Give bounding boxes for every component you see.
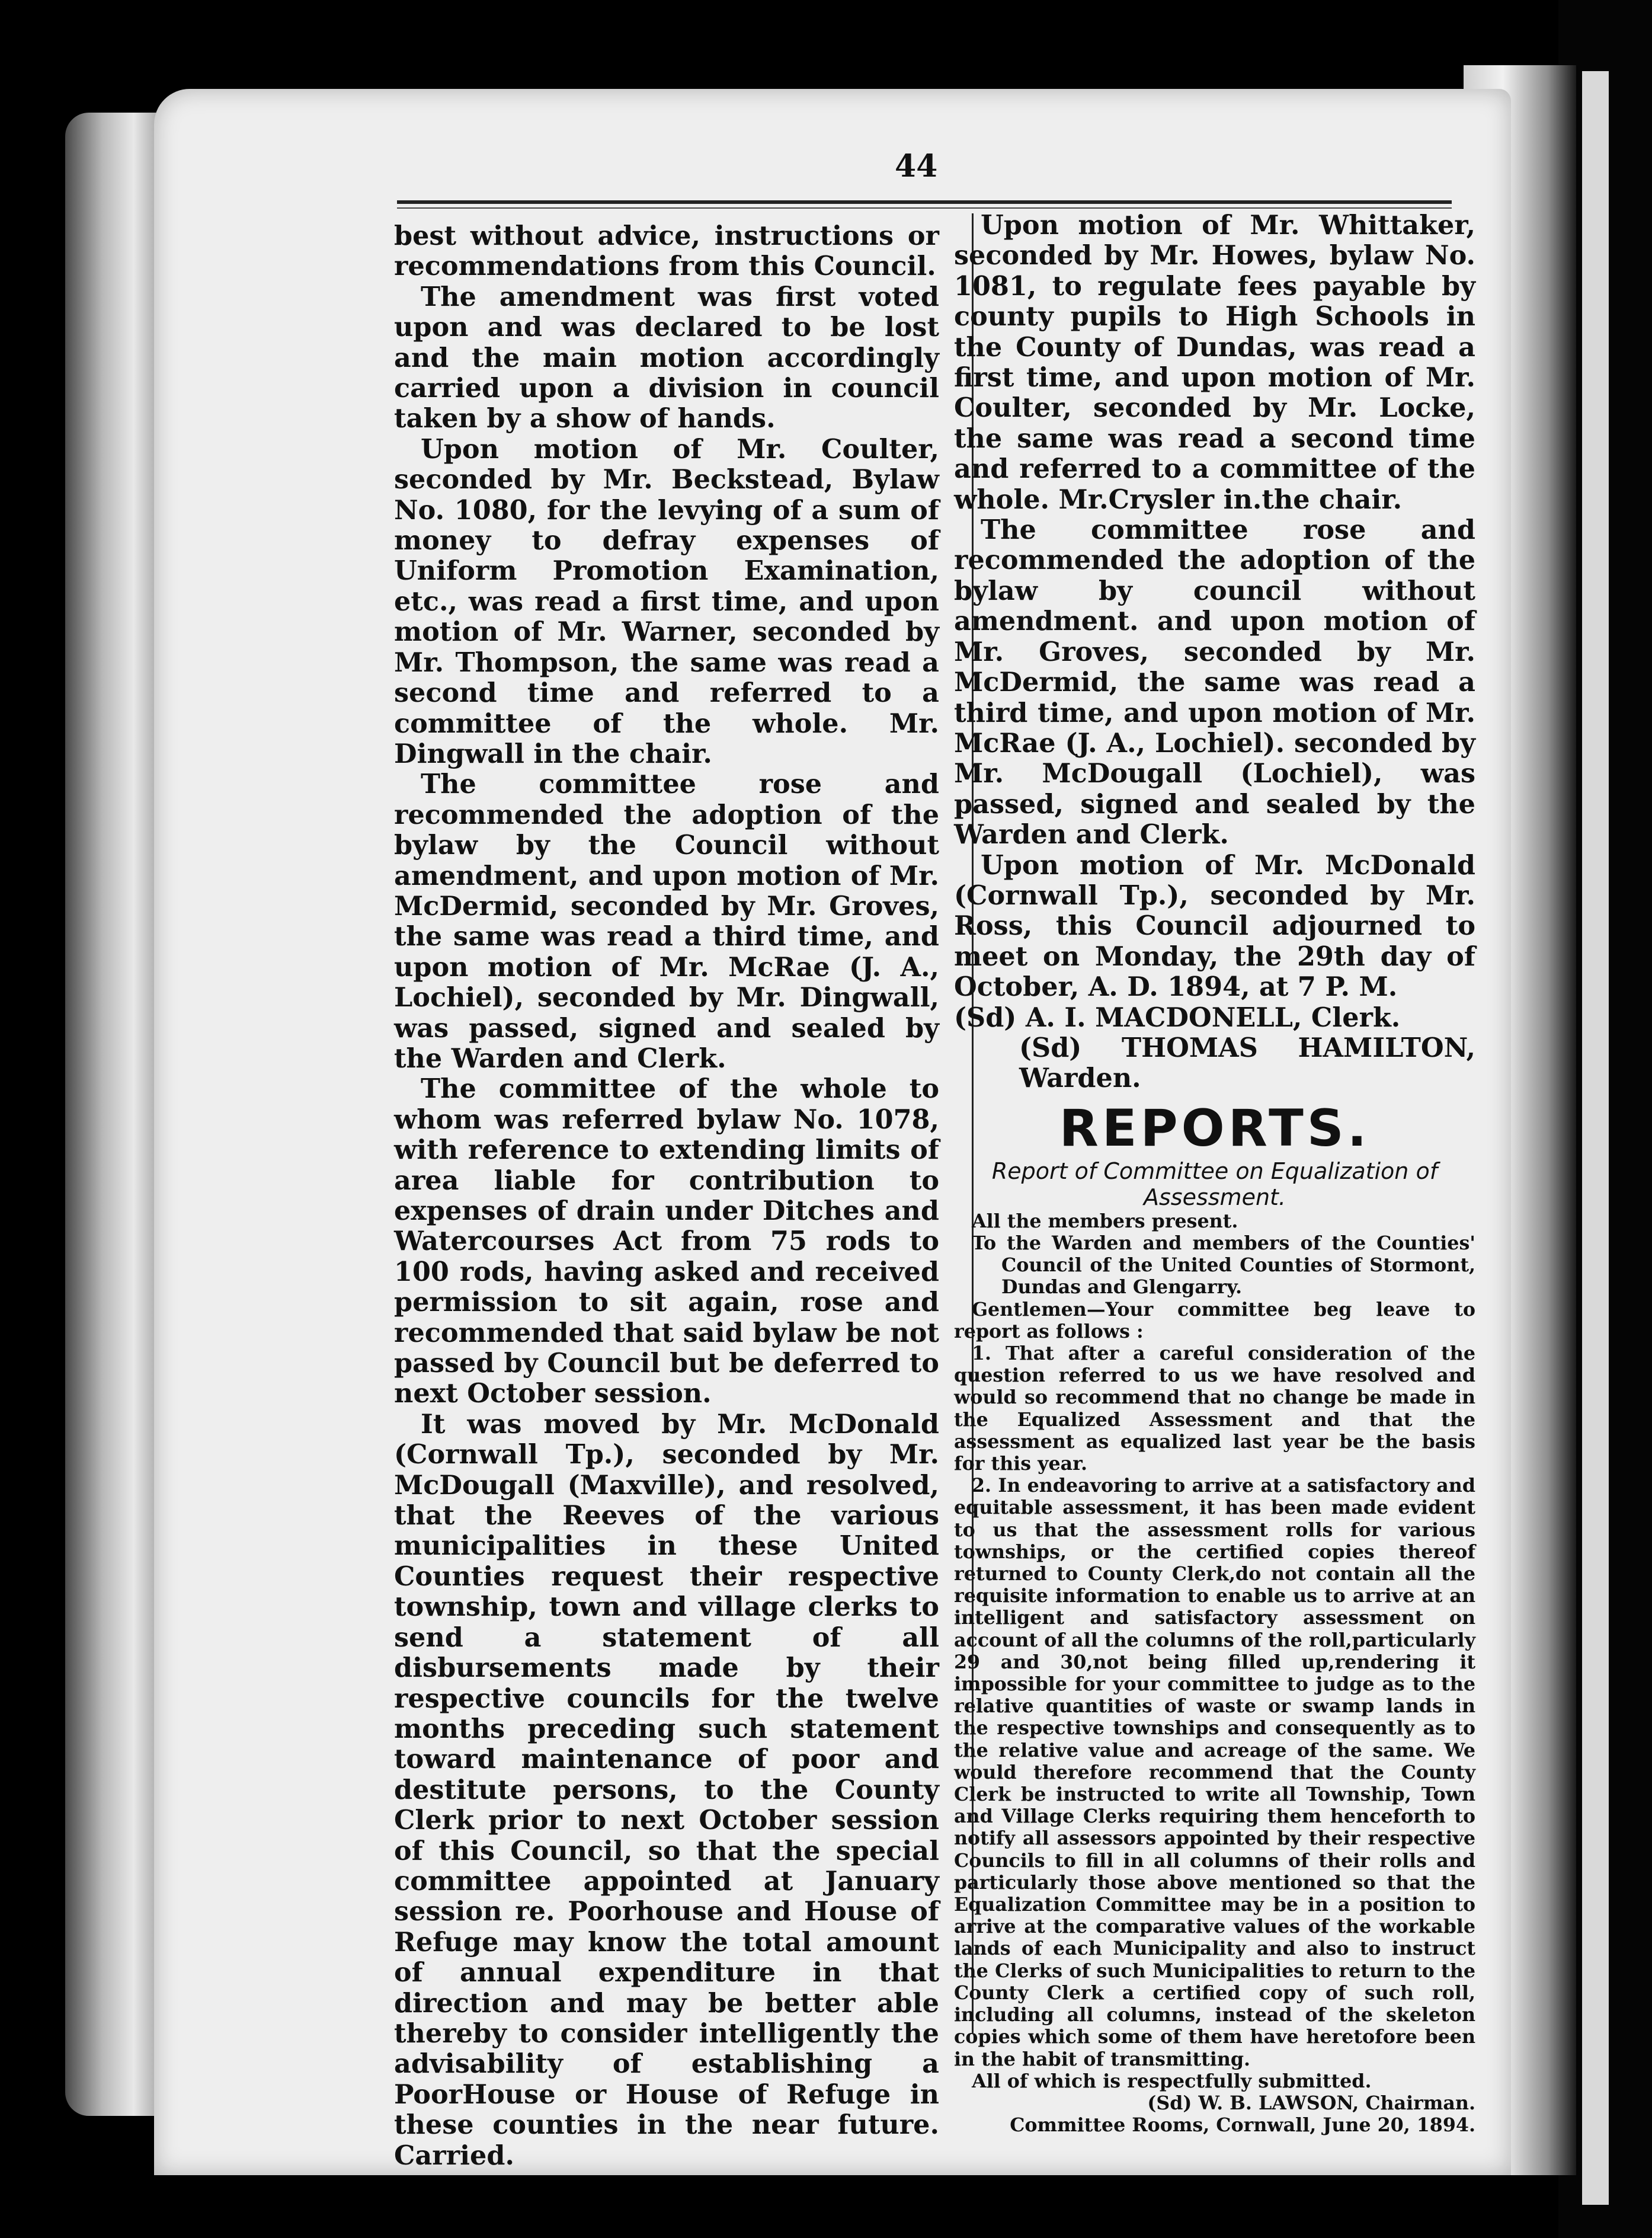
reports-heading: REPORTS. — [1059, 1098, 1371, 1158]
report-place-date: Committee Rooms, Cornwall, June 20, 1894. — [1010, 2114, 1475, 2137]
report-body — [954, 1210, 1475, 2137]
paragraph: best without advice, instructions or recommendations from this Council. — [394, 220, 939, 282]
paragraph: The committee rose and recommended the adoption of the bylaw by council without amendment. and upon motion of Mr. Groves, seconded by Mr. McDermid, the same was read a third time, and upon motion of Mr. McRae (J. A., Lochiel). seconded by Mr. McDougall (Lochiel), was passed, signed and sealed by the Warden and Clerk. — [954, 514, 1475, 851]
paragraph: The committee rose and recommended the adoption of the bylaw by the Council without amendment, and upon motion of Mr. McDermid, seconded by Mr. Groves, the same was read a third time, and upon motion of Mr. McRae (J. A., Lochiel), seconded by Mr. Dingwall, was passed, signed and sealed by the Warden and Clerk. — [394, 769, 939, 1074]
paragraph: Upon motion of Mr. Whittaker, seconded by Mr. Howes, bylaw No. 1081, to regulate fees payable by county pupils to High Schools in the County of Dundas, was read a first time, and upon motion of Mr. Coulter, seconded by Mr. Locke, the same was read a second time and referred to a committee of the whole. Mr.Crysler in.the chair. — [954, 210, 1475, 515]
report-salutation: Gentlemen—Your committee beg leave to report as follows : — [954, 1298, 1475, 1342]
chairman-signature: (Sd) W. B. LAWSON, Chairman. — [1147, 2092, 1475, 2114]
adjacent-page-edge — [1582, 71, 1609, 2205]
paragraph: The amendment was first voted upon and was declared to be lost and the main motion accordingly carried upon a division in council taken by a show of hands. — [394, 281, 939, 434]
report-closing: All of which is respectfully submitted. — [972, 2070, 1372, 2092]
header-rule — [397, 200, 1452, 204]
clerk-signature: (Sd) A. I. MACDONELL, Clerk. — [954, 1002, 1401, 1033]
report-item-1: 1. That after a careful consideration of the question referred to us we have resolved and would so recommend that no change be made in the Equalized Assessment and that the assessment as equalized last year be the basis for this year. — [954, 1342, 1475, 1475]
paragraph: Upon motion of Mr. Coulter, seconded by Mr. Beckstead, Bylaw No. 1080, for the levying of a sum of money to defray expenses of Uniform Promotion Examination, etc., was read a first time, and upon motion of Mr. Warner, seconded by Mr. Thompson, the same was read a second time and referred to a committee of the whole. Mr. Dingwall in the chair. — [394, 433, 939, 769]
page-number: 44 — [895, 148, 938, 184]
report-address: To the Warden and members of the Counties' Council of the United Counties of Stormont, Dundas and Glengarry. — [972, 1232, 1475, 1299]
left-column — [394, 221, 939, 2171]
report-subtitle: Report of Committee on Equalization of Assessment. — [991, 1158, 1438, 1210]
warden-signature: (Sd) THOMAS HAMILTON, Warden. — [1019, 1032, 1475, 1094]
right-column — [954, 210, 1475, 2136]
paragraph: Upon motion of Mr. McDonald (Cornwall Tp.), seconded by Mr. Ross, this Council adjourned to meet on Monday, the 29th day of October, A. D. 1894, at 7 P. M. — [954, 849, 1475, 1003]
report-item-2: 2. In endeavoring to arrive at a satisfactory and equitable assessment, it has been made evident to us that the assessment rolls for various townships, or the certified copies thereof returned to County Clerk,do not contain all the requisite information to enable us to arrive at an intelligent and satisfactory assessment on account of all the columns of the roll,particularly 29 and 30,not being filled up,rendering it impossible for your committee to judge as to the relative quantities of waste or swamp lands in the respective townships and consequently as to the relative value and acreage of the same. We would therefore recommend that the County Clerk be instructed to write all Township, Town and Village Clerks requiring them henceforth to notify all assessors appointed by their respective Councils to fill in all columns of their rolls and particularly those above mentioned so that the Equalization Committee may be in a position to arrive at the comparative values of the workable lands of each Municipality and also to instruct the Clerks of such Municipalities to return to the County Clerk a certified copy of such roll, including all columns, instead of the skeleton copies which some of them have heretofore been in the habit of transmitting. — [954, 1475, 1475, 2070]
paragraph: It was moved by Mr. McDonald (Cornwall Tp.), seconded by Mr. McDougall (Maxville), and resolved, that the Reeves of the various municipalities in these United Counties request their respective township, town and village clerks to send a statement of all disbursements made by their respective councils for the twelve months preceding such statement toward maintenance of poor and destitute persons, to the County Clerk prior to next October session of this Council, so that the special committee appointed at January session re. Poorhouse and House of Refuge may know the total amount of annual expenditure in that direction and may be better able thereby to consider intelligently the advisability of establishing a PoorHouse or House of Refuge in these counties in the near future. Carried. — [394, 1408, 939, 2171]
paragraph: The committee of the whole to whom was referred bylaw No. 1078, with reference to extending limits of area liable for contribution to expenses of drain under Ditches and Watercourses Act from 75 rods to 100 rods, having asked and received permission to sit again, rose and recommended that said bylaw be not passed by Council but be deferred to next October session. — [394, 1073, 939, 1409]
report-attendance: All the members present. — [972, 1210, 1238, 1232]
header-rule-thin — [397, 207, 1452, 209]
